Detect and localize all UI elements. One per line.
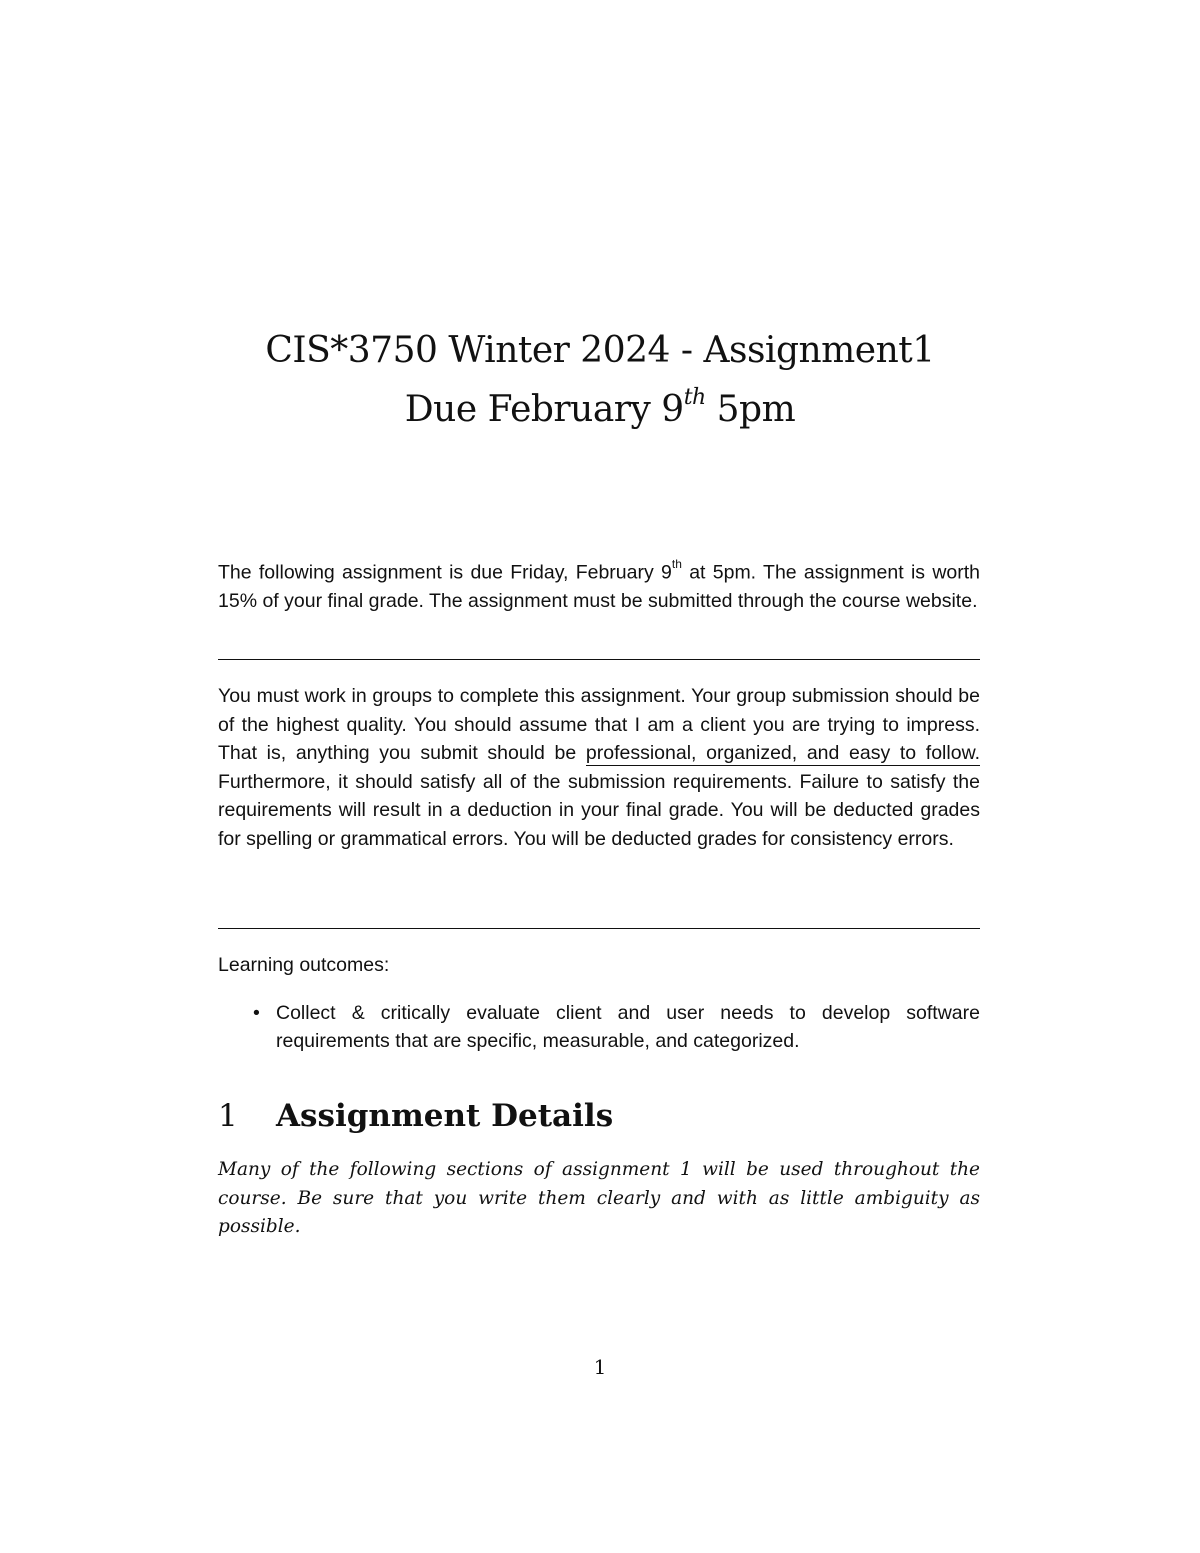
requirements-underlined: professional, organized, and easy to follow. [585,742,980,764]
divider-2 [218,928,980,929]
section-title: Assignment Details [276,1098,614,1134]
section-intro [218,1156,980,1242]
page-number: 1 [593,1355,607,1379]
requirements-section [218,682,980,853]
intro-text-2: at 5pm. The assignment is worth 15% of your final grade. The assignment must be submitted through the course website. [218,561,981,612]
bullet-icon: • [253,1001,260,1024]
due-time: 5pm [705,389,796,430]
title-line-course: CIS*3750 Winter 2024 - Assignment1 [265,330,935,371]
intro-superscript: th [671,557,682,571]
section-heading [218,1095,613,1137]
requirements-paragraph [218,682,980,853]
section-number: 1 [218,1098,238,1134]
intro-section [218,553,980,616]
learning-outcomes-heading: Learning outcomes: [218,954,390,976]
requirements-text-2: Furthermore, it should satisfy all of the submission requirements. Failure to satisfy the requirements will result in a deduction in your final grade. You will be deducted grades for spelling or grammatical errors. You will be deducted grades for consistency errors. [218,770,980,850]
due-text: Due February 9 [404,389,684,430]
due-superscript: th [683,385,706,410]
divider-1 [218,659,980,660]
intro-text-1: The following assignment is due Friday, February 9 [218,561,672,584]
title-line-due [0,376,1200,435]
learning-outcomes-section [218,951,980,1056]
intro-paragraph [218,553,980,616]
requirements-text-1: You must work in groups to complete this assignment. Your group submission should be of the highest quality. You should assume that I am a client you are trying to impress. That is, anything you submit should be [218,685,980,764]
list-item [218,999,980,1056]
section-intro-paragraph: Many of the following sections of assignment 1 will be used throughout the course. Be sure that you write them clearly and with as little ambiguity as possible. [218,1159,980,1237]
learning-outcome-text: Collect & critically evaluate client and user needs to develop software requirements that are specific, measurable, and categorized. [276,1001,980,1052]
learning-outcomes-list [218,999,980,1056]
document-title [0,325,1200,435]
